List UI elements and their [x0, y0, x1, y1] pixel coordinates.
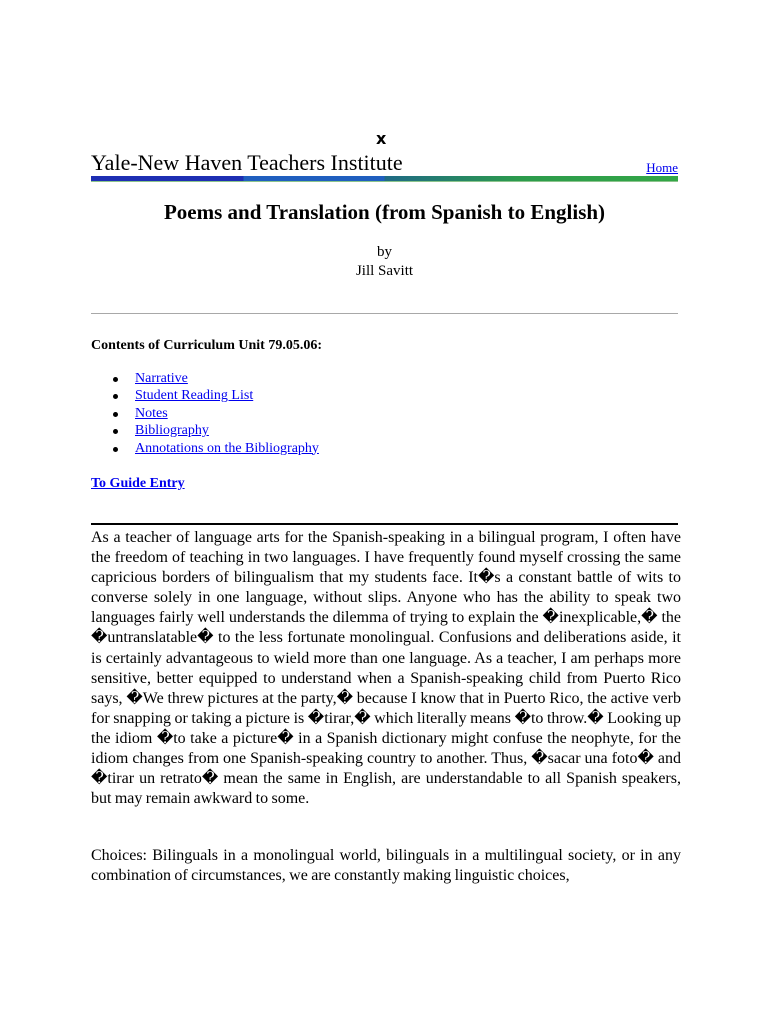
contents-item-narrative	[91, 370, 319, 387]
byline: by	[377, 244, 392, 260]
narrative-paragraph: As a teacher of language arts for the Spanish-speaking in a bilingual program, I often have the freedom of teaching in two languages. I have frequently found myself crossing the same capricious borders of bilingualism that my students face. It�s a constant battle of wits to converse solely in one language, without slips. Anyone who has the ability to speak two languages fairly well understands the dilemma of trying to explain the �inexplicable,� the �untranslatable� to the less fortunate monolingual. Confusions and deliberations aside, it is certainly advantageous to wield more than one language. As a teacher, I am perhaps more sensitive, better equipped to understand when a Spanish-speaking child from Puerto Rico says, �We threw pictures at the party,� because I know that in Puerto Rico, the active verb for snapping or taking a picture is �tirar,� which literally means �to throw.� Looking up the idiom �to take a picture� in a Spanish dictionary might confuse the neophyte, for the idiom changes from one Spanish-speaking country to another. Thus, �sacar una foto� and �tirar un retrato� mean the same in English, are understandable to all Spanish speakers, but may remain awkward to some.	[91, 529, 681, 808]
unit-title: Poems and Translation (from Spanish to English)	[163, 200, 606, 224]
bibliography-link[interactable]: Bibliography	[135, 423, 209, 439]
contents-item-student-reading-list	[91, 387, 319, 404]
institute-name: Yale-New Haven Teachers Institute	[91, 150, 403, 175]
guide-entry-link[interactable]: To Guide Entry	[91, 476, 185, 491]
contents-item-bibliography	[91, 422, 319, 439]
section-divider	[91, 523, 678, 525]
home-link[interactable]: Home	[646, 160, 678, 175]
bullet-icon	[113, 377, 118, 382]
narrative-paragraph: Choices: Bilinguals in a monolingual world, bilinguals in a multilingual society, or in any combination of circumstances, we are constantly making linguistic choices,	[91, 847, 681, 885]
divider	[91, 313, 678, 314]
contents-heading: Contents of Curriculum Unit 79.05.06:	[91, 338, 322, 353]
masthead-underline	[91, 181, 678, 182]
bullet-icon	[113, 394, 118, 399]
bullet-icon	[113, 447, 118, 452]
bullet-icon	[113, 429, 118, 434]
contents-list	[91, 370, 319, 457]
bullet-icon	[113, 412, 118, 417]
contents-item-annotations	[91, 440, 319, 457]
student-reading-list-link[interactable]: Student Reading List	[135, 388, 254, 404]
narrative-link[interactable]: Narrative	[135, 371, 188, 386]
masthead	[91, 150, 678, 182]
notes-link[interactable]: Notes	[135, 405, 168, 421]
close-icon[interactable]: x	[376, 129, 387, 148]
contents-item-notes	[91, 405, 319, 422]
annotations-link[interactable]: Annotations on the Bibliography	[135, 440, 319, 456]
author-name: Jill Savitt	[355, 263, 414, 279]
